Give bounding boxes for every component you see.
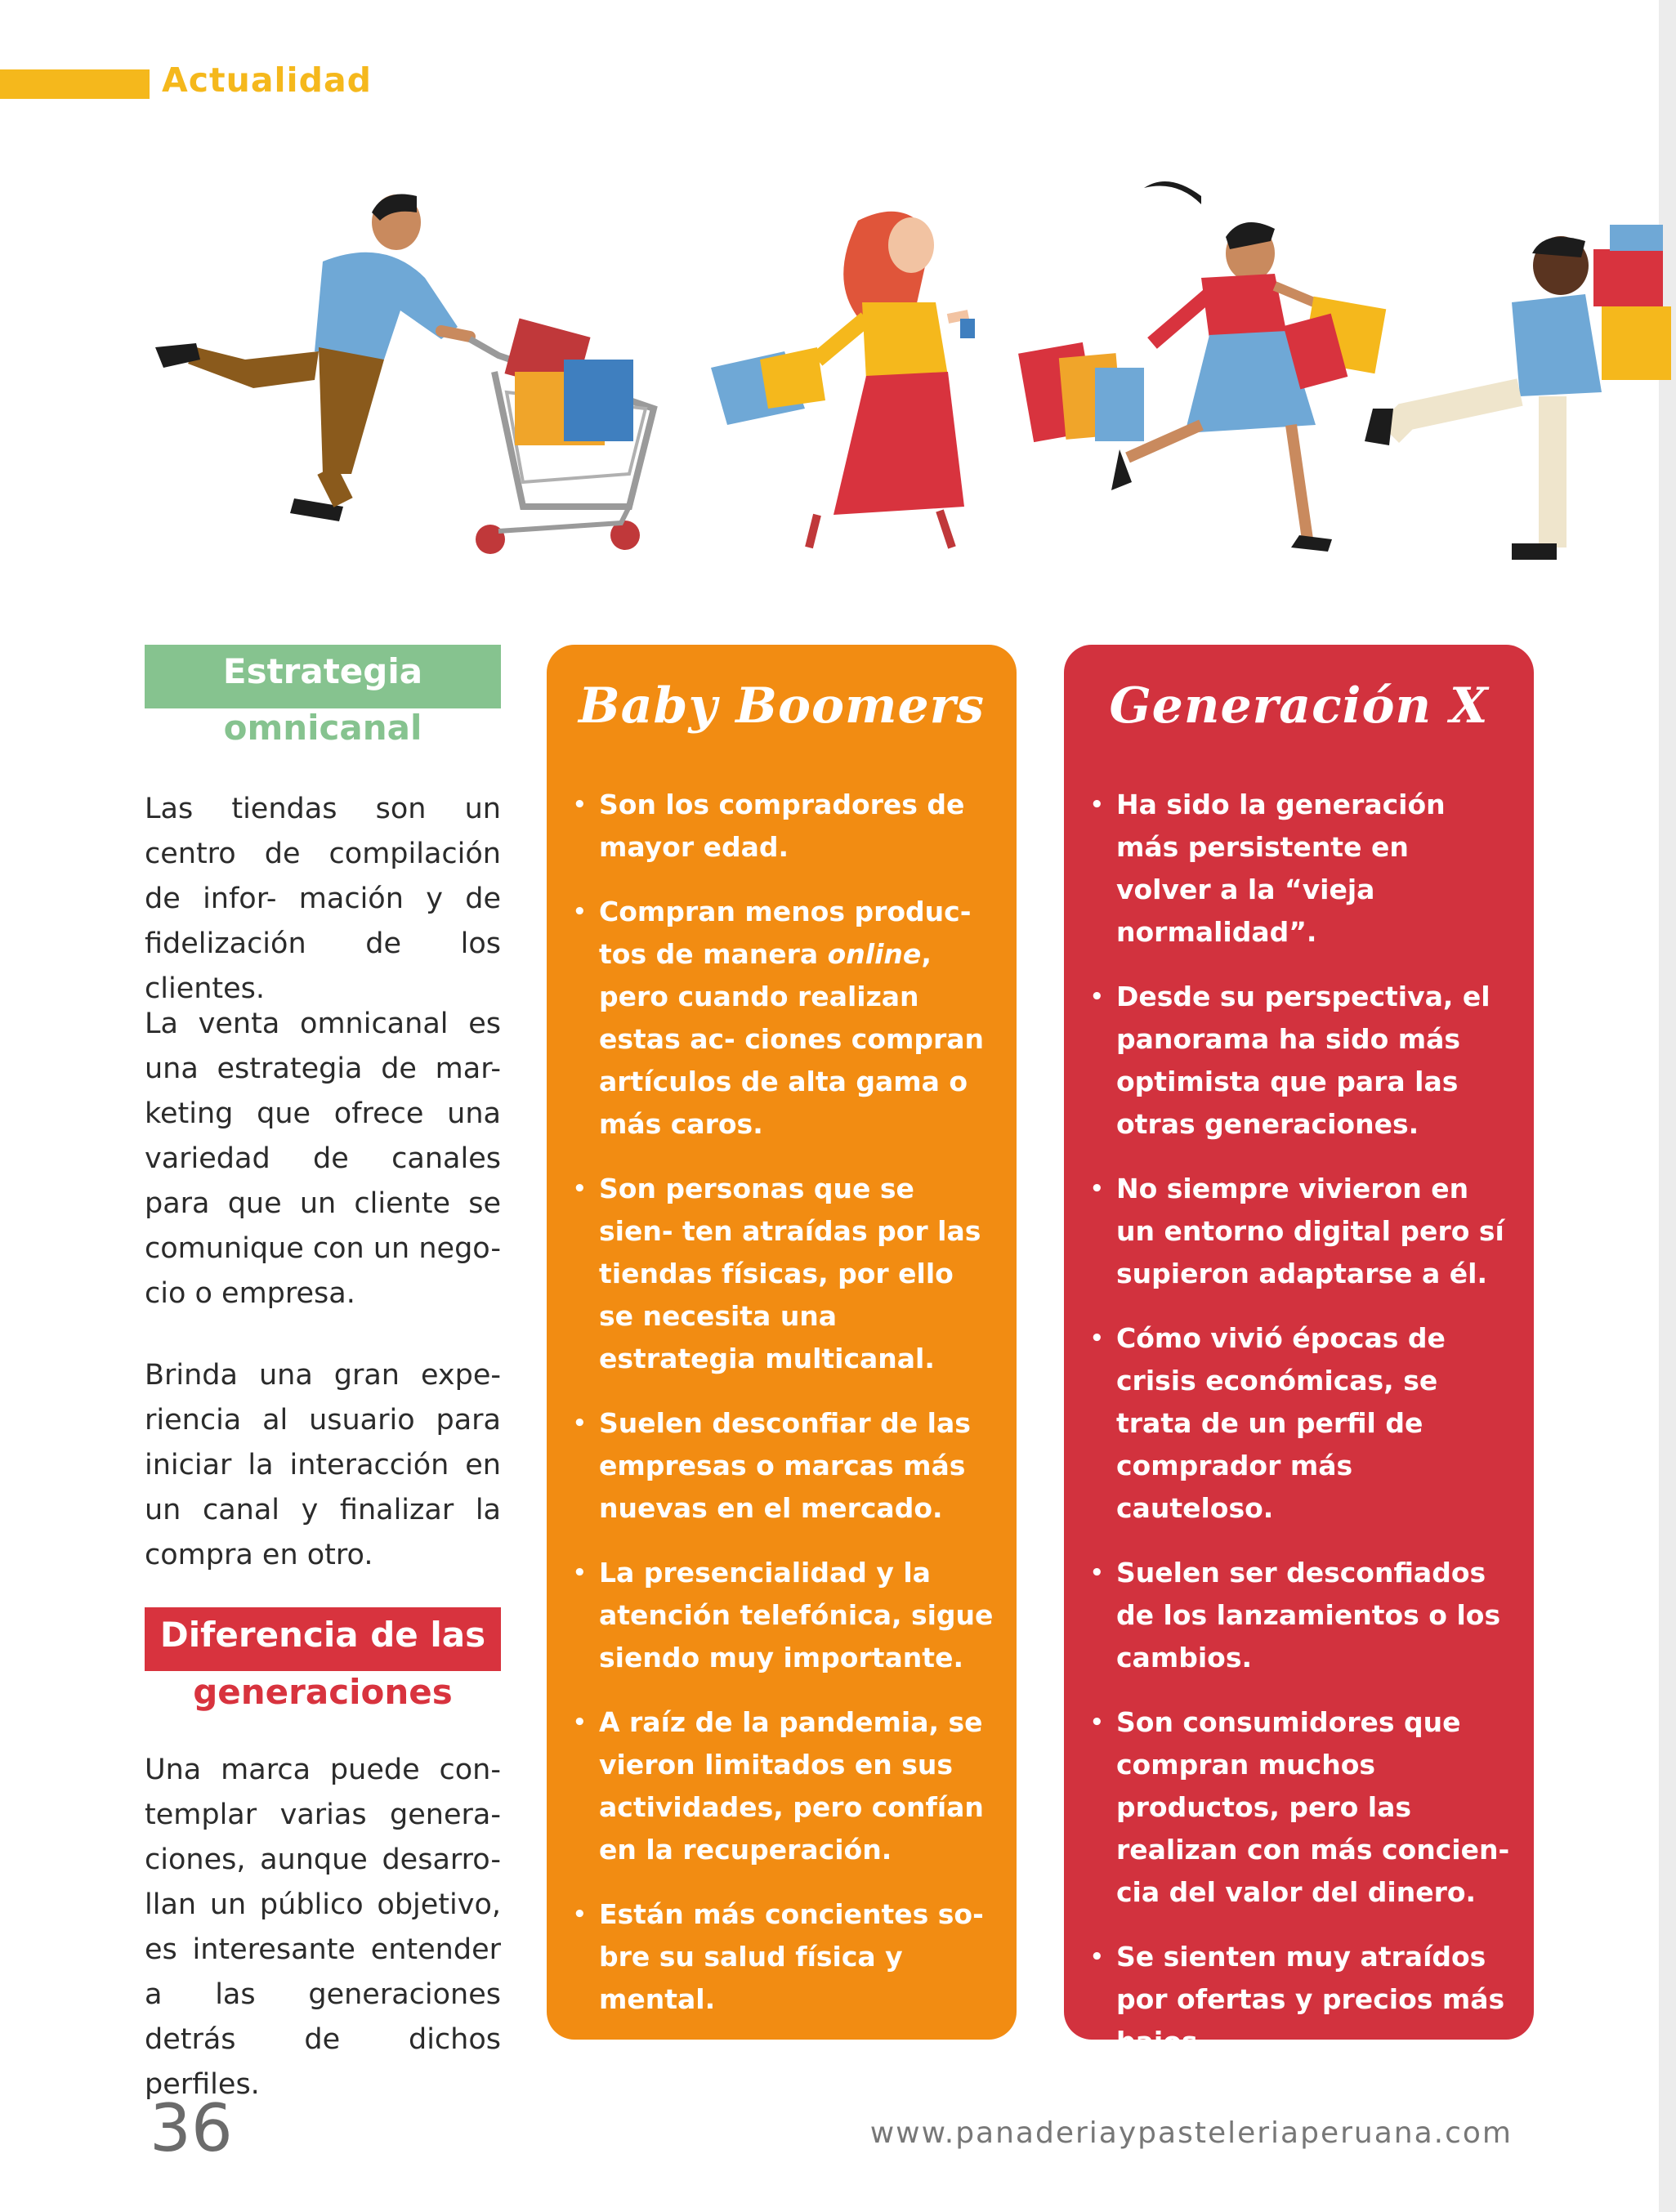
man-with-shopping-cart-icon: [155, 194, 654, 555]
strategy-paragraph-3: Brinda una gran expe- riencia al usuario para iniciar la interacción en un canal y finalizar la compra en otro.: [145, 1359, 501, 1571]
list-item: • A raíz de la pandemia, se vieron limitados en sus actividades, pero confían en la recuperación.: [573, 1701, 994, 1871]
woman-with-bags-and-coffee-icon: [711, 212, 975, 547]
list-item: • Son personas que se sien- ten atraídas por las tiendas físicas, por ello se necesita una estrategia multicanal.: [573, 1168, 994, 1380]
diff-paragraph: Una marca puede con- templar varias genera- ciones, aunque desarro- llan un público objetivo, es interesante entender a las generaciones detrás de dichos perfiles.: [145, 1754, 501, 2101]
generacion-x-title: Generación X: [1109, 677, 1489, 735]
generacion-x-card: [1064, 645, 1534, 2058]
list-item: • Son los compradores de mayor edad.: [573, 784, 994, 869]
section-bar: [0, 69, 150, 99]
strategy-paragraph-1: Las tiendas son un centro de compilación de infor- mación y de fidelización de los clientes.: [145, 793, 501, 1005]
generacion-x-list: [1090, 784, 1511, 2085]
baby-boomers-title: Baby Boomers: [578, 677, 985, 735]
list-item: • Suelen ser desconfiados de los lanzamientos o los cambios.: [1090, 1552, 1511, 1679]
list-item: • Están más concientes so- bre su salud física y mental.: [573, 1893, 994, 2021]
diff-heading-line1: Diferencia de las: [159, 1615, 486, 1655]
baby-boomers-list: [573, 784, 994, 2150]
girl-with-shopping-bags-icon: [1018, 181, 1386, 552]
list-item: • Suelen desconfiar de las empresas o marcas más nuevas en el mercado.: [573, 1402, 994, 1530]
website-url: www.panaderiaypasteleriaperuana.com: [869, 2116, 1513, 2150]
baby-boomers-card: [547, 645, 1017, 2122]
section-tag: Actualidad: [162, 60, 372, 100]
strategy-paragraph-2: La venta omnicanal es una estrategia de mar- keting que ofrece una variedad de canales para que un cliente se comunique con un nego- cio o empresa.: [145, 1008, 501, 1310]
strategy-heading-line2: omnicanal: [223, 708, 422, 748]
list-item: • Desde su perspectiva, el panorama ha sido más optimista que para las otras generaciones.: [1090, 976, 1511, 1146]
list-item: • Compran menos produc- tos de manera online, pero cuando realizan estas ac- ciones compran artículos de alta gama o más caros.: [573, 891, 994, 1146]
list-item: • Ha sido la generación más persistente en volver a la “vieja normalidad”.: [1090, 784, 1511, 954]
list-item: • Pueden adaptarse a los cambios digitales.: [573, 2043, 994, 2128]
list-item: • La presencialidad y la atención telefónica, sigue siendo muy importante.: [573, 1552, 994, 1679]
boy-carrying-gift-boxes-icon: [1365, 225, 1671, 560]
list-item: • Son consumidores que compran muchos productos, pero las realizan con más concien- cia del valor del dinero.: [1090, 1701, 1511, 1914]
list-item: • Cómo vivió épocas de crisis económicas, se trata de un perfil de comprador más cauteloso.: [1090, 1317, 1511, 1530]
shoppers-illustration: [0, 163, 1676, 588]
strategy-heading-line1: Estrategia: [222, 651, 423, 691]
list-item: • Se sienten muy atraídos por ofertas y precios más bajos.: [1090, 1936, 1511, 2063]
list-item: • No siempre vivieron en un entorno digital pero sí supieron adaptarse a él.: [1090, 1168, 1511, 1295]
page-number: 36: [150, 2090, 233, 2166]
diff-heading-line2: generaciones: [193, 1672, 453, 1712]
